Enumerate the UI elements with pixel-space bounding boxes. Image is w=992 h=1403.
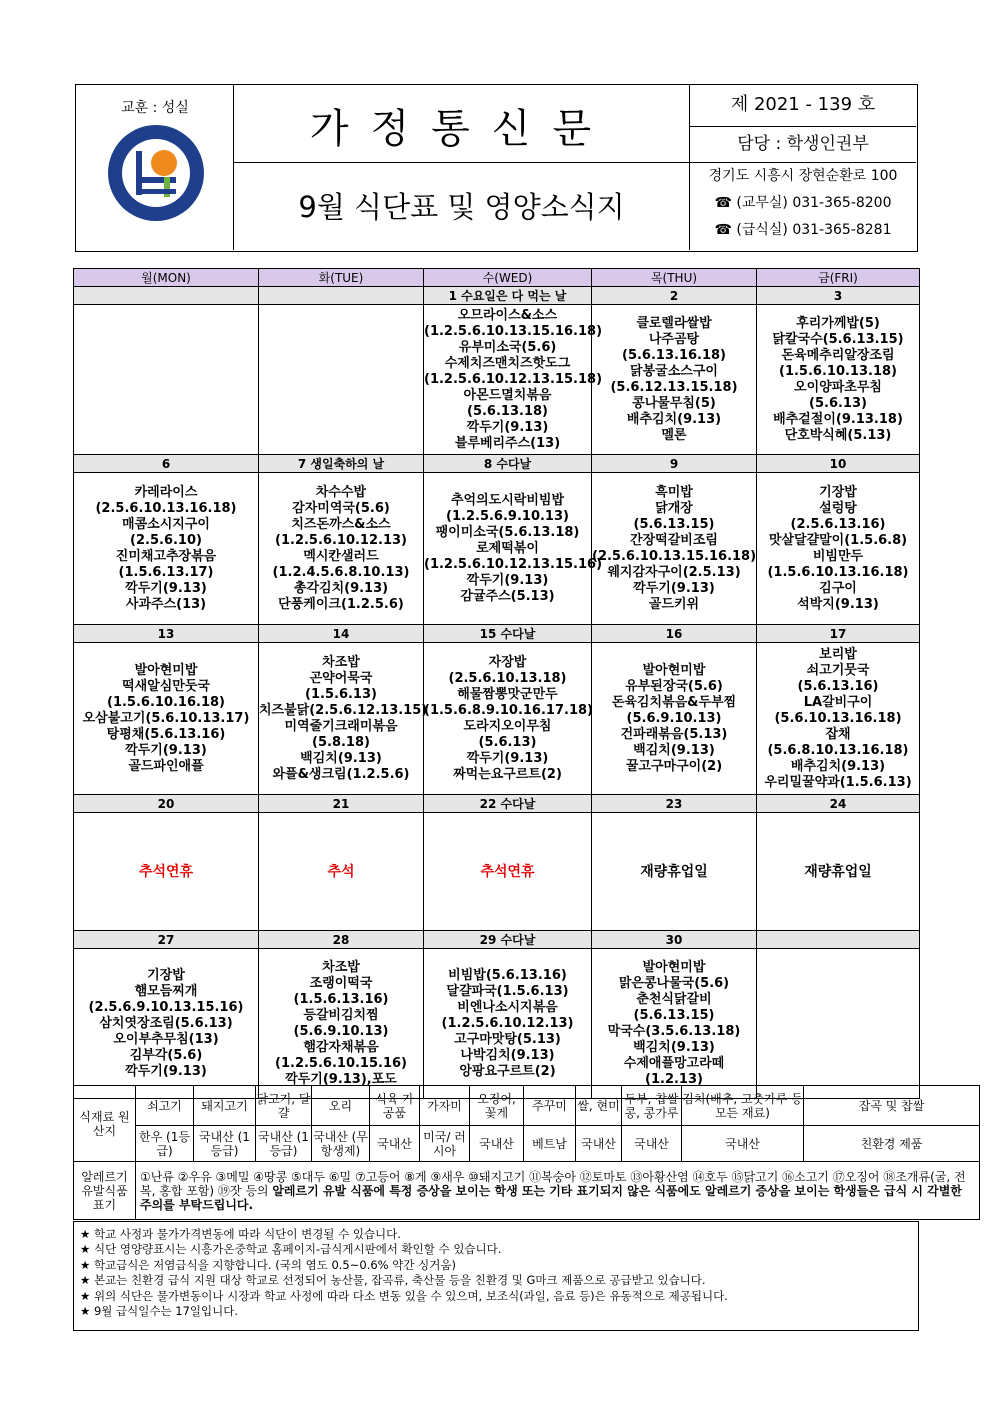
date-cell: 24 [757,795,920,813]
menu-item: 추석연휴 [480,863,535,880]
origin-item: 오리 [312,1086,370,1126]
menu-item: (1.2.5.6.10.13.15.16.18) [424,323,603,339]
menu-item: (1.5.6.13.17) [118,564,214,580]
issue-number: 제 2021 - 139 호 [690,85,916,127]
origin-values-row [74,1126,980,1162]
allergy-row [74,1162,980,1220]
origin-item: 잡곡 및 찹쌀 [804,1086,980,1126]
menu-item: 오므라이스&소스 [457,307,558,323]
menu-item: 유부미소국(5.6) [458,339,557,355]
menu-item: 비빔밥(5.6.13.16) [448,967,567,983]
date-row [74,455,920,473]
origin-value: 국내산 (무항생제) [312,1126,370,1162]
menu-item: (2.5.6.9.10.13.15.16) [88,999,244,1015]
origin-item: 닭고기, 달걀 [256,1086,312,1126]
school-address: 경기도 시흥시 장현순환로 100 [708,168,898,184]
menu-cell [757,949,920,1099]
contact-info [690,163,916,250]
menu-item: 발아현미밥 [134,662,198,678]
menu-item: 발아현미밥 [642,959,706,975]
menu-item: 추억의도시락비빔밥 [450,492,565,508]
menu-item: 조랭이떡국 [309,975,373,991]
menu-cell [757,305,920,455]
date-cell: 8 수다날 [424,455,592,473]
origin-value: 베트남 [524,1126,576,1162]
menu-row [74,813,920,931]
origin-item: 돼지고기 [194,1086,256,1126]
menu-item: 차수수밥 [315,484,367,500]
menu-item: (2.5.6.10) [130,532,202,548]
school-logo-icon [106,123,206,223]
menu-item: 등갈비김치찜 [303,1007,379,1023]
origin-item: 김치(배추, 고춧가루 등 모든 재료) [682,1086,804,1126]
menu-item: (5.6.13) [809,395,867,411]
menu-item: 김부각(5.6) [129,1047,203,1063]
menu-item: 깍두기(9.13) [466,419,549,435]
day-header-fri: 금(FRI) [757,269,920,287]
ingredient-origin-table [73,1085,980,1220]
menu-item: 매콤소시지구이 [122,516,210,532]
menu-item: 로제떡볶이 [476,540,539,556]
menu-cell [74,949,259,1099]
origin-item: 쇠고기 [136,1086,194,1126]
menu-item: (5.6.13.16) [797,678,879,694]
menu-item: (1.5.6.10.13.16.18) [767,564,909,580]
date-row [74,287,920,305]
menu-item: 깍두기(9.13) [125,580,207,596]
date-row [74,931,920,949]
menu-item: (1.5.6.8.9.10.16.17.18) [424,702,593,718]
menu-cell [74,813,259,931]
menu-item: 후리가께밥(5) [796,315,880,331]
menu-row [74,949,920,1099]
menu-item: 아몬드멸치볶음 [463,387,552,403]
menu-item: 배추김치(9.13) [790,758,886,774]
origin-value: 국내산 [470,1126,524,1162]
allergy-label: 알레르기 유발식품 표기 [74,1162,136,1220]
date-cell: 1 수요일은 다 먹는 날 [424,287,592,305]
title-cell [234,85,690,163]
menu-item: 수제애플망고라떼 [623,1055,725,1071]
menu-item: (2.5.6.10.13.15.16.18) [592,548,757,564]
allergy-text [136,1162,980,1220]
menu-item: 사과주스(13) [125,596,207,612]
date-cell: 28 [259,931,424,949]
date-cell: 15 수다날 [424,625,592,643]
menu-item: (5.6.13) [478,734,537,750]
menu-item: 닭개장 [655,500,693,516]
menu-item: 진미채고추장볶음 [115,548,217,564]
menu-item: 깍두기(9.13) [125,1063,207,1079]
menu-item: 배추겉절이(9.13.18) [773,411,903,427]
meal-calendar [73,268,920,1099]
page-title: 가정통신문 [309,106,614,152]
menu-item: 카레라이스 [134,484,198,500]
menu-item: (1.2.13) [645,1071,703,1087]
menu-item: 도라지오이무침 [463,718,552,734]
allergy-warning-prefix: 등의 [245,1183,269,1198]
allergy-warning: 알레르기 유발 식품에 특정 증상을 보이는 학생 또는 기타 표기되지 않은 식품에도 알레르기 증상을 보이는 학생들은 급식 시 각별한 주의를 부탁드립니다. [140,1183,962,1212]
menu-item: (1.2.5.6.10.12.13.15.16) [424,556,603,572]
menu-item: 오삼불고기(5.6.10.13.17) [82,710,250,726]
menu-item: (5.6.13.16.18) [622,347,726,363]
menu-item: 유부된장국(5.6) [625,678,723,694]
note-line: ★ 위의 식단은 물가변동이나 시장과 학교 사정에 따라 다소 변동 있을 수 있으며, 보조식(과일, 음료 등)은 유동적으로 제공됩니다. [80,1288,728,1303]
origin-item: 오징어, 꽃게 [470,1086,524,1126]
menu-item: 추석연휴 [138,863,194,880]
menu-item: 보리밥 [819,646,857,662]
menu-item: (2.5.6.10.13.16.18) [95,500,237,516]
notes-box [73,1221,919,1331]
menu-item: (1.2.4.5.6.8.10.13) [272,564,410,580]
menu-item: (5.6.9.10.13) [293,1023,389,1039]
menu-item: 닭칼국수(5.6.13.15) [772,331,904,347]
day-header-wed: 수(WED) [424,269,592,287]
day-header-tue: 화(TUE) [259,269,424,287]
menu-row [74,473,920,625]
menu-item: (2.5.6.13.16) [790,516,886,532]
date-cell: 23 [592,795,757,813]
menu-item: (1.5.6.13) [305,686,377,702]
menu-item: 자장밥 [488,654,527,670]
menu-cell [74,305,259,455]
note-line: ★ 본교는 친환경 급식 지원 대상 학교로 선정되어 농산물, 잡곡류, 축산물 등을 친환경 및 G마크 제품으로 공급받고 있습니다. [80,1273,706,1288]
menu-item: 치즈돈까스&소스 [291,516,391,532]
menu-item: 햄감자채볶음 [303,1039,379,1055]
note-line: ★ 식단 영양량표시는 시흥가온중학교 홈페이지-급식게시판에서 확인할 수 있습니다. [80,1242,502,1257]
menu-item: 흑미밥 [655,484,693,500]
menu-cell [74,643,259,795]
date-cell: 2 [592,287,757,305]
menu-item: 탕평채(5.6.13.16) [106,726,226,742]
date-cell [74,287,259,305]
menu-item: 백김치(9.13) [300,750,382,766]
menu-item: 설렁탕 [819,500,857,516]
menu-item: (5.6.9.10.13) [626,710,722,726]
origin-item: 두부, 찹쌀콩, 콩가루 [622,1086,682,1126]
origin-items-row [74,1086,980,1126]
origin-item: 주꾸미 [524,1086,576,1126]
menu-item: 와플&생크림(1.2.5.6) [272,766,410,782]
date-cell: 10 [757,455,920,473]
origin-value: 한우 (1등급) [136,1126,194,1162]
menu-cell [424,949,592,1099]
menu-item: 깍두기(9.13) [125,742,207,758]
menu-item: (5.6.13.18) [467,403,548,419]
date-cell: 21 [259,795,424,813]
menu-item: (5.6.13.15) [633,1007,715,1023]
menu-item: 앙팡요구르트(2) [459,1063,556,1079]
date-cell: 14 [259,625,424,643]
menu-item: 발아현미밥 [642,662,706,678]
menu-item: 수제치즈맨치즈핫도그 [444,355,571,371]
origin-value: 국내산 (1등급) [194,1126,256,1162]
menu-row [74,643,920,795]
menu-item: 맑은콩나물국(5.6) [618,975,730,991]
menu-item: 달걀파국(1.5.6.13) [446,983,569,999]
phone-office: ☎ (교무실) 031-365-8200 [714,195,892,211]
menu-item: (5.6.10.13.16.18) [774,710,902,726]
phone-cafeteria: ☎ (급식실) 031-365-8281 [714,222,892,238]
menu-item: 비엔나소시지볶음 [457,999,558,1015]
day-header-row [74,269,920,287]
menu-item: 기장밥 [819,484,857,500]
menu-cell [424,813,592,931]
menu-item: (1.5.6.10.13.18) [779,363,897,379]
menu-item: 재량휴업일 [640,863,708,880]
date-cell: 30 [592,931,757,949]
menu-cell [74,473,259,625]
menu-item: 깍두기(9.13) [633,580,715,596]
menu-item: (1.2.5.6.9.10.13) [446,508,569,524]
menu-item: 나주곰탕 [648,331,700,347]
menu-item: 곤약어묵국 [309,670,373,686]
menu-item: 단호박식혜(5.13) [784,427,892,443]
menu-item: 골드키위 [648,596,700,612]
menu-item: (2.5.6.10.13.18) [448,670,567,686]
menu-item: (5.6.12.13.15.18) [610,379,738,395]
subtitle-cell [234,163,690,250]
menu-cell [592,305,757,455]
menu-cell [757,813,920,931]
menu-item: (1.5.6.10.16.18) [107,694,225,710]
menu-item: 간장떡갈비조림 [630,532,718,548]
date-cell: 6 [74,455,259,473]
menu-cell [424,473,603,625]
menu-item: 쇠고기뭇국 [806,662,870,678]
origin-item: 식육 가공품 [370,1086,420,1126]
menu-item: 건파래볶음(5.13) [620,726,728,742]
day-header-mon: 월(MON) [74,269,259,287]
newsletter-header [75,84,918,252]
menu-cell [259,643,428,795]
date-cell: 7 생일축하의 날 [259,455,424,473]
menu-item: (1.2.5.6.10.12.13) [441,1015,574,1031]
menu-item: (1.2.5.6.10.15.16) [275,1055,407,1071]
menu-item: 감귤주스(5.13) [460,588,555,604]
menu-item: 막국수(3.5.6.13.18) [607,1023,741,1039]
menu-item: (5.6.8.10.13.16.18) [767,742,909,758]
menu-item: 닭봉굴소스구이 [630,363,718,379]
menu-item: 미역줄기크래미볶음 [284,718,398,734]
menu-item: 추석 [327,863,355,880]
menu-item: 멕시칸샐러드 [303,548,379,564]
note-line: ★ 9월 급식일수는 17일입니다. [80,1304,238,1319]
day-header-thu: 목(THU) [592,269,757,287]
origin-value: 국내산 [370,1126,420,1162]
menu-item: 재량휴업일 [804,863,872,880]
menu-item: 삼치엿장조림(5.6.13) [99,1015,233,1031]
menu-item: 김구이 [819,580,857,596]
menu-cell [757,643,920,795]
origin-value: 국내산 [682,1126,804,1162]
menu-item: 맛살달걀말이(1.5.6.8) [768,532,908,548]
menu-item: 총각김치(9.13) [293,580,389,596]
allergy-list: ①난류 ②우유 ③메밀 ④땅콩 ⑤대두 ⑥밀 ⑦고등어 ⑧게 ⑨새우 ⑩돼지고기 ⑪복숭아 ⑫토마토 ⑬아황산염 ⑭호두 ⑮닭고기 ⑯소고기 ⑰오징어 ⑱조개류(굴, 전복, 홍합 포함) ⑲잣 [140,1169,966,1198]
menu-item: 백김치(9.13) [633,742,715,758]
menu-item: 깍두기(9.13) [466,750,549,766]
date-cell: 3 [757,287,920,305]
origin-value: 국내산 (1등급) [256,1126,312,1162]
date-cell: 29 수다날 [424,931,592,949]
origin-value: 국내산 [622,1126,682,1162]
menu-item: (1.2.5.6.10.12.13.15.18) [424,371,603,387]
department: 담당 : 학생인권부 [690,127,916,163]
menu-item: 팽이미소국(5.6.13.18) [435,524,580,540]
menu-item: 차조밥 [322,959,360,975]
menu-item: (1.5.6.13.16) [293,991,389,1007]
menu-item: 돈육김치볶음&두부찜 [611,694,737,710]
origin-label: 식재료 원산지 [74,1086,136,1162]
menu-item: 차조밥 [322,654,360,670]
menu-item: 꿀고구마구이(2) [625,758,723,774]
menu-item: 비빔만두 [812,548,864,564]
menu-item: 감자미역국(5.6) [292,500,390,516]
menu-cell [259,305,424,455]
menu-cell [592,949,757,1099]
menu-item: 떡새알심만둣국 [122,678,210,694]
date-row [74,795,920,813]
date-cell: 27 [74,931,259,949]
menu-item: 단풍케이크(1.2.5.6) [278,596,404,612]
date-cell: 17 [757,625,920,643]
menu-item: 콩나물무침(5) [632,395,716,411]
menu-item: 깍두기(9.13),포도 [285,1071,397,1087]
school-logo [106,123,206,227]
menu-item: 해물짬뽕맛군만두 [457,686,558,702]
menu-item: 잡채 [825,726,851,742]
menu-item: 클로렐라쌀밥 [636,315,712,331]
date-cell [757,931,920,949]
menu-cell [757,473,920,625]
menu-item: 햄모듬찌개 [134,983,198,999]
menu-item: 석박지(9.13) [797,596,879,612]
menu-cell [424,305,603,455]
origin-value: 친환경 제품 [804,1126,980,1162]
menu-item: LA갈비구이 [803,694,873,710]
menu-item: (5.8.18) [312,734,370,750]
menu-item: 고구마맛탕(5.13) [454,1031,561,1047]
menu-item: 블루베리주스(13) [454,435,561,451]
page-subtitle: 9월 식단표 및 영양소식지 [298,190,625,224]
date-cell: 20 [74,795,259,813]
menu-cell [259,949,424,1099]
menu-cell [424,643,592,795]
menu-cell [259,813,424,931]
menu-item: 백김치(9.13) [633,1039,715,1055]
menu-row [74,305,920,455]
menu-item: 나박김치(9.13) [460,1047,555,1063]
school-motto: 교훈 : 성실 [121,100,189,116]
menu-item: 짜먹는요구르트(2) [453,766,562,782]
note-line: ★ 학교급식은 저염급식을 지향합니다. (국의 염도 0.5~0.6% 약간 싱거움) [80,1257,456,1272]
date-cell [259,287,424,305]
origin-item: 가자미 [420,1086,470,1126]
menu-item: 오이양파초무침 [794,379,882,395]
date-row [74,625,920,643]
origin-value: 미국/ 러시아 [420,1126,470,1162]
origin-item: 쌀, 현미 [576,1086,622,1126]
menu-item: 깍두기(9.13) [466,572,549,588]
menu-cell [592,473,757,625]
note-line: ★ 학교 사정과 물가가격변동에 따라 식단이 변경될 수 있습니다. [80,1227,401,1241]
logo-cell [76,85,234,250]
menu-item: 춘천식닭갈비 [636,991,712,1007]
menu-cell [592,643,757,795]
menu-item: 오이부추무침(13) [113,1031,219,1047]
menu-cell [592,813,757,931]
menu-item: (1.2.5.6.10.12.13) [275,532,407,548]
menu-item: 치즈불닭(2.5.6.12.13.15) [259,702,428,718]
menu-item: 우리밀꿀약과(1.5.6.13) [764,774,912,790]
menu-cell [259,473,424,625]
origin-value: 국내산 [576,1126,622,1162]
menu-item: 멜론 [661,427,687,443]
date-cell: 9 [592,455,757,473]
date-cell: 16 [592,625,757,643]
date-cell: 22 수다날 [424,795,592,813]
menu-item: 골드파인애플 [128,758,204,774]
menu-item: 돈육메추리알장조림 [781,347,895,363]
date-cell: 13 [74,625,259,643]
menu-item: (5.6.13.15) [633,516,715,532]
menu-item: 웨지감자구이(2.5.13) [607,564,741,580]
menu-item: 기장밥 [147,967,185,983]
menu-item: 배추김치(9.13) [626,411,722,427]
